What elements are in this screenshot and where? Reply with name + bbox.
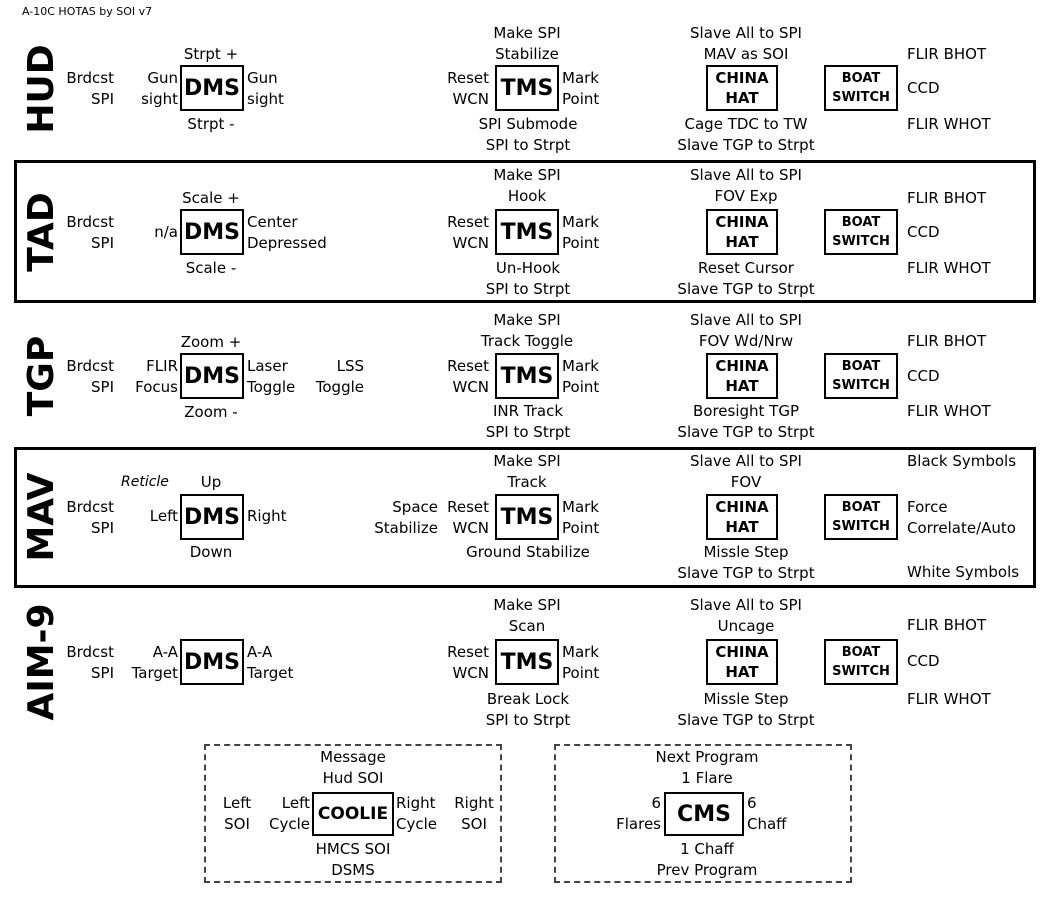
tms-right-label: Mark Point [562, 69, 600, 108]
reticle-note: Reticle [121, 474, 169, 490]
coolie-right-soi-label: Right SOI [454, 794, 494, 833]
china-hat-up-label: Slave All to SPI FOV Wd/Nrw [690, 311, 802, 350]
row-label-hud: HUD [21, 44, 62, 134]
coolie-left-cycle-label: Left Cycle [269, 794, 310, 833]
tms-button[interactable]: TMS [495, 494, 559, 540]
tms-button[interactable]: TMS [495, 639, 559, 685]
tms-right-label: Mark Point [562, 213, 600, 252]
brdcst-spi-label: Brdcst SPI [66, 643, 114, 682]
boat-down-label: FLIR WHOT [907, 690, 991, 708]
tms-down-label: INR Track SPI to Strpt [485, 402, 571, 441]
dms-up-label: Zoom + [180, 333, 242, 351]
boat-down-label: FLIR WHOT [907, 259, 991, 277]
boat-switch-button[interactable]: BOAT SWITCH [824, 639, 898, 685]
dms-down-label: Strpt - [187, 115, 235, 133]
tms-button[interactable]: TMS [495, 353, 559, 399]
space-stabilize-label: Space Stabilize [374, 498, 438, 537]
boat-up-label: FLIR BHOT [907, 45, 987, 63]
boat-switch-button[interactable]: BOAT SWITCH [824, 65, 898, 111]
dms-right-label: Center Depressed [247, 213, 327, 252]
china-hat-up-label: Slave All to SPI FOV Exp [690, 166, 802, 205]
dms-button[interactable]: DMS [180, 65, 244, 111]
china-hat-up-label: Slave All to SPI FOV [690, 452, 802, 491]
dms-button[interactable]: DMS [180, 494, 244, 540]
dms-right-label: A-A Target [247, 643, 294, 682]
dms-left-label: n/a [154, 223, 178, 241]
china-hat-button[interactable]: CHINA HAT [706, 65, 778, 111]
boat-up-label: Black Symbols [907, 452, 1017, 470]
tms-left-label: Reset WCN [447, 643, 489, 682]
dms-down-label: Scale - [185, 259, 237, 277]
boat-switch-button[interactable]: BOAT SWITCH [824, 494, 898, 540]
china-hat-down-label: Cage TDC to TW Slave TGP to Strpt [677, 115, 815, 154]
china-hat-down-label: Boresight TGP Slave TGP to Strpt [677, 402, 815, 441]
china-hat-down-label: Reset Cursor Slave TGP to Strpt [677, 259, 815, 298]
cms-down-label: 1 Chaff Prev Program [656, 840, 758, 879]
brdcst-spi-label: Brdcst SPI [66, 498, 114, 537]
dms-up-label: Strpt + [183, 45, 239, 63]
coolie-up-label: Message Hud SOI [320, 748, 386, 787]
china-hat-down-label: Missle Step Slave TGP to Strpt [677, 690, 815, 729]
tms-right-label: Mark Point [562, 643, 600, 682]
tms-button[interactable]: TMS [495, 209, 559, 255]
dms-left-label: A-A Target [131, 643, 178, 682]
tms-left-label: Reset WCN [447, 498, 489, 537]
boat-up-label: FLIR BHOT [907, 332, 987, 350]
brdcst-spi-label: Brdcst SPI [66, 213, 114, 252]
tms-up-label: Make SPI Track Toggle [480, 311, 574, 350]
boat-middle-label: CCD [907, 367, 940, 385]
tms-down-label: Un-Hook SPI to Strpt [485, 259, 571, 298]
tms-up-label: Make SPI Track [493, 452, 561, 491]
boat-middle-label: Force Correlate/Auto [907, 498, 1016, 537]
row-label-mav: MAV [21, 472, 62, 562]
boat-up-label: FLIR BHOT [907, 189, 987, 207]
china-hat-button[interactable]: CHINA HAT [706, 494, 778, 540]
tms-left-label: Reset WCN [447, 213, 489, 252]
boat-up-label: FLIR BHOT [907, 616, 987, 634]
row-label-aim9: AIM-9 [21, 603, 62, 721]
dms-right-label: Gun sight [247, 69, 284, 108]
brdcst-spi-label: Brdcst SPI [66, 69, 114, 108]
dms-down-label: Down [189, 543, 233, 561]
coolie-right-cycle-label: Right Cycle [396, 794, 437, 833]
dms-left-label: FLIR Focus [135, 357, 178, 396]
tms-up-label: Make SPI Stabilize [493, 24, 561, 63]
brdcst-spi-label: Brdcst SPI [66, 357, 114, 396]
coolie-left-soi-label: Left SOI [222, 794, 252, 833]
tms-up-label: Make SPI Scan [493, 596, 561, 635]
coolie-button[interactable]: COOLIE [312, 792, 394, 836]
tms-right-label: Mark Point [562, 498, 600, 537]
boat-down-label: White Symbols [907, 563, 1020, 581]
boat-middle-label: CCD [907, 652, 940, 670]
tms-button[interactable]: TMS [495, 65, 559, 111]
boat-switch-button[interactable]: BOAT SWITCH [824, 353, 898, 399]
row-label-tgp: TGP [21, 335, 62, 417]
dms-button[interactable]: DMS [180, 209, 244, 255]
dms-up-label: Scale + [182, 189, 240, 207]
china-hat-down-label: Missle Step Slave TGP to Strpt [677, 543, 815, 582]
page-title: A-10C HOTAS by SOI v7 [22, 5, 153, 18]
china-hat-up-label: Slave All to SPI Uncage [690, 596, 802, 635]
tms-down-label: Break Lock SPI to Strpt [485, 690, 571, 729]
cms-up-label: Next Program 1 Flare [655, 748, 759, 787]
coolie-down-label: HMCS SOI DSMS [315, 840, 391, 879]
cms-left-label: 6 Flares [616, 794, 661, 833]
cms-right-label: 6 Chaff [747, 794, 787, 833]
lss-toggle-label: LSS Toggle [315, 357, 364, 396]
cms-button[interactable]: CMS [664, 792, 744, 836]
dms-button[interactable]: DMS [180, 353, 244, 399]
dms-up-label: Up [200, 473, 222, 491]
row-label-tad: TAD [21, 192, 62, 272]
tms-right-label: Mark Point [562, 357, 600, 396]
tms-left-label: Reset WCN [447, 357, 489, 396]
dms-button[interactable]: DMS [180, 639, 244, 685]
tms-up-label: Make SPI Hook [493, 166, 561, 205]
boat-middle-label: CCD [907, 79, 940, 97]
dms-left-label: Left [149, 507, 178, 525]
dms-down-label: Zoom - [184, 403, 238, 421]
dms-right-label: Right [247, 507, 287, 525]
boat-switch-button[interactable]: BOAT SWITCH [824, 209, 898, 255]
boat-middle-label: CCD [907, 223, 940, 241]
china-hat-up-label: Slave All to SPI MAV as SOI [690, 24, 802, 63]
tms-left-label: Reset WCN [447, 69, 489, 108]
tms-down-label: SPI Submode SPI to Strpt [478, 115, 578, 154]
boat-down-label: FLIR WHOT [907, 115, 991, 133]
dms-right-label: Laser Toggle [247, 357, 296, 396]
boat-down-label: FLIR WHOT [907, 402, 991, 420]
dms-left-label: Gun sight [141, 69, 178, 108]
china-hat-button[interactable]: CHINA HAT [706, 353, 778, 399]
china-hat-button[interactable]: CHINA HAT [706, 209, 778, 255]
tms-down-label: Ground Stabilize [466, 543, 590, 561]
china-hat-button[interactable]: CHINA HAT [706, 639, 778, 685]
